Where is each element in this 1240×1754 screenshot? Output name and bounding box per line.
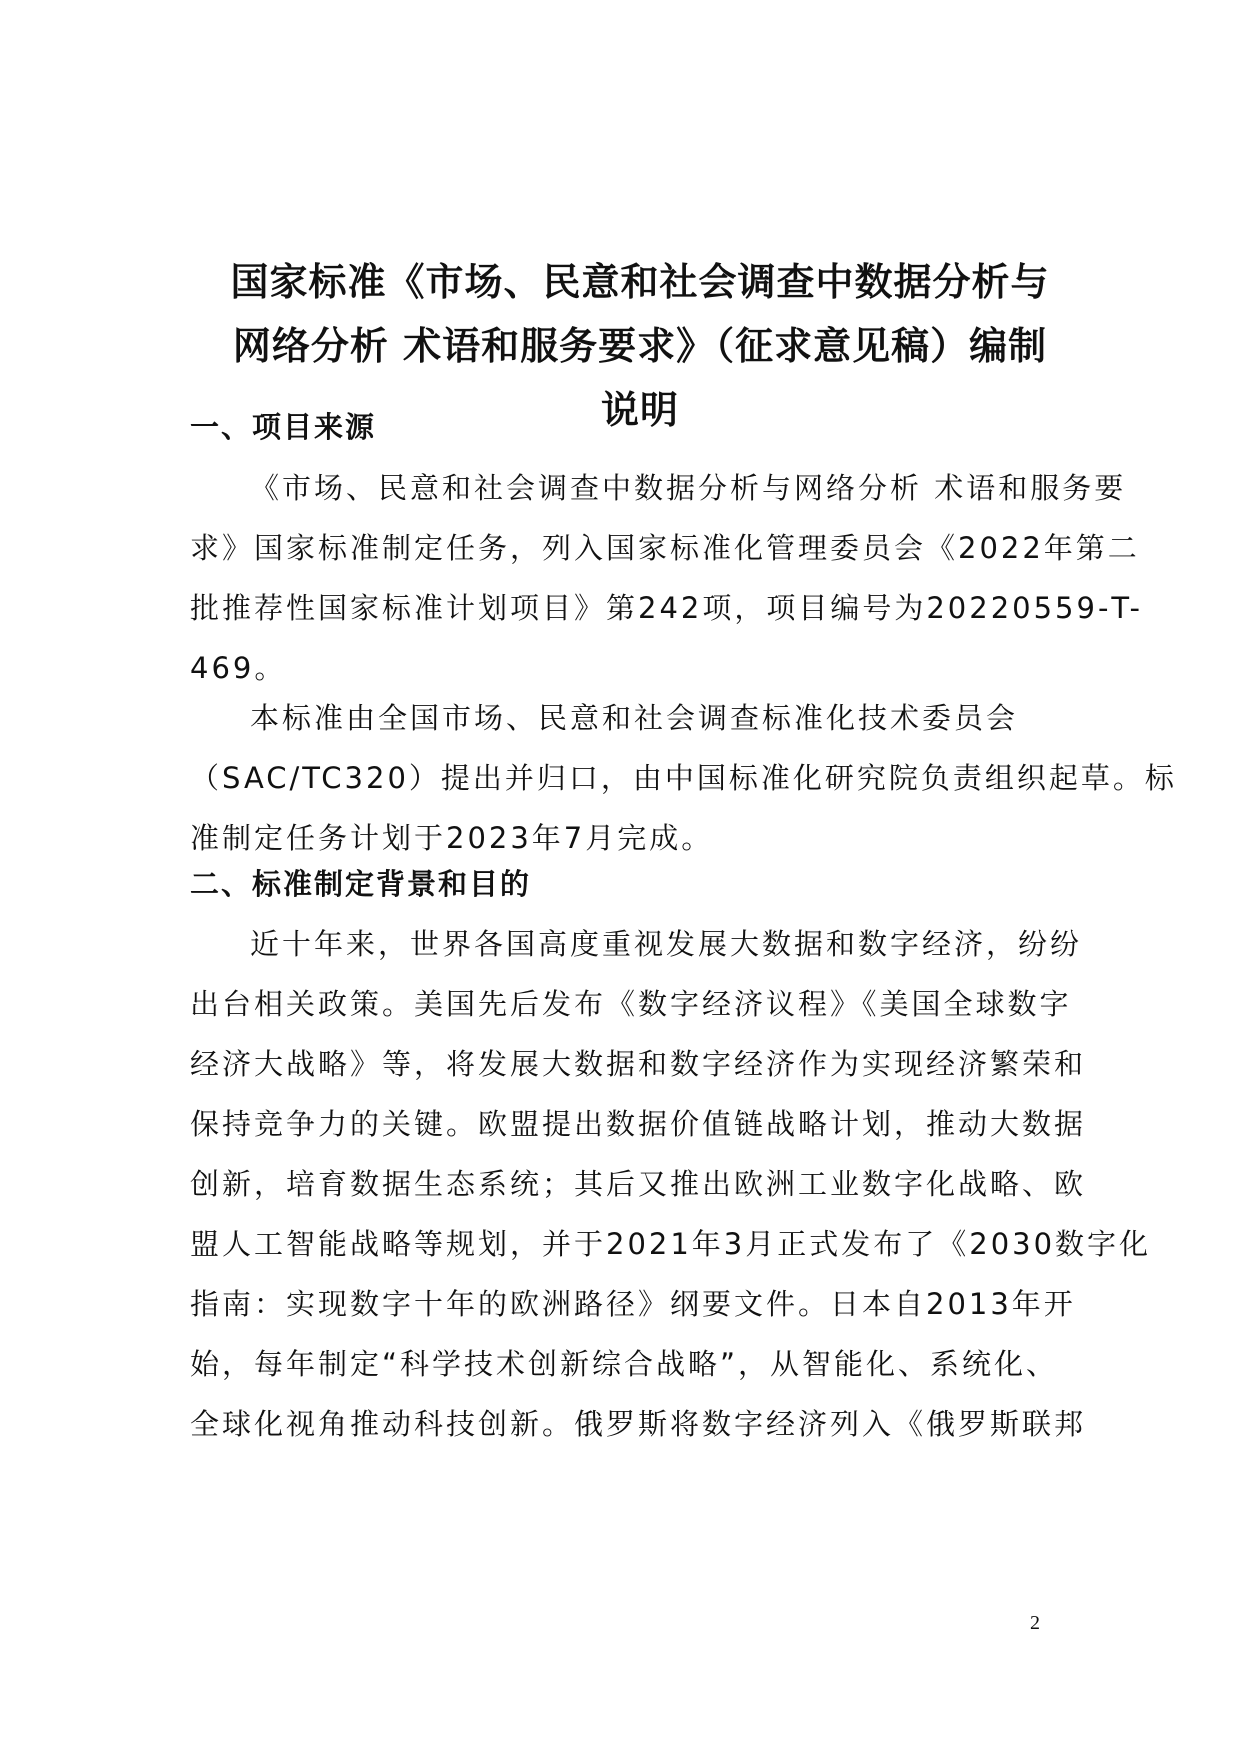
paragraph-background-1 [190,914,1152,1454]
text-line: 本标准由全国市场、民意和社会调查标准化技术委员会 [250,701,1019,735]
section-heading-background: 二、标准制定背景和目的 [190,867,532,901]
text-line: 批推荐性国家标准计划项目》第242项，项目编号为20220559-T- [190,591,1143,625]
text-line: 保持竞争力的关键。欧盟提出数据价值链战略计划，推动大数据 [190,1107,1087,1141]
title-line-2: 网络分析 术语和服务要求》（征求意见稿）编制 [232,323,1048,368]
text-line: 469。 [190,651,287,685]
title-line-1: 国家标准《市场、民意和社会调查中数据分析与 [230,259,1050,304]
text-line: 创新，培育数据生态系统；其后又推出欧洲工业数字化战略、欧 [190,1167,1087,1201]
text-line: 盟人工智能战略等规划，并于2021年3月正式发布了《2030数字化 [190,1227,1152,1261]
text-line: （SAC/TC320）提出并归口，由中国标准化研究院负责组织起草。标 [190,761,1177,795]
text-line: 准制定任务计划于2023年7月完成。 [190,821,714,855]
text-line: 《市场、民意和社会调查中数据分析与网络分析 术语和服务要 [250,471,1127,505]
page-number: 2 [1030,1612,1040,1634]
paragraph-project-source-1 [190,458,1143,698]
text-line: 始，每年制定“科学技术创新综合战略”，从智能化、系统化、 [190,1347,1059,1381]
text-line: 全球化视角推动科技创新。俄罗斯将数字经济列入《俄罗斯联邦 [190,1407,1087,1441]
paragraph-project-source-2 [190,688,1177,868]
text-line: 指南：实现数字十年的欧洲路径》纲要文件。日本自2013年开 [190,1287,1076,1321]
title-line-3: 说明 [600,387,679,432]
section-heading-project-source: 一、项目来源 [190,410,377,444]
text-line: 出台相关政策。美国先后发布《数字经济议程》《美国全球数字 [190,987,1072,1021]
text-line: 近十年来，世界各国高度重视发展大数据和数字经济，纷纷 [250,927,1083,961]
text-line: 求》国家标准制定任务，列入国家标准化管理委员会《2022年第二 [190,531,1140,565]
text-line: 经济大战略》等，将发展大数据和数字经济作为实现经济繁荣和 [190,1047,1087,1081]
